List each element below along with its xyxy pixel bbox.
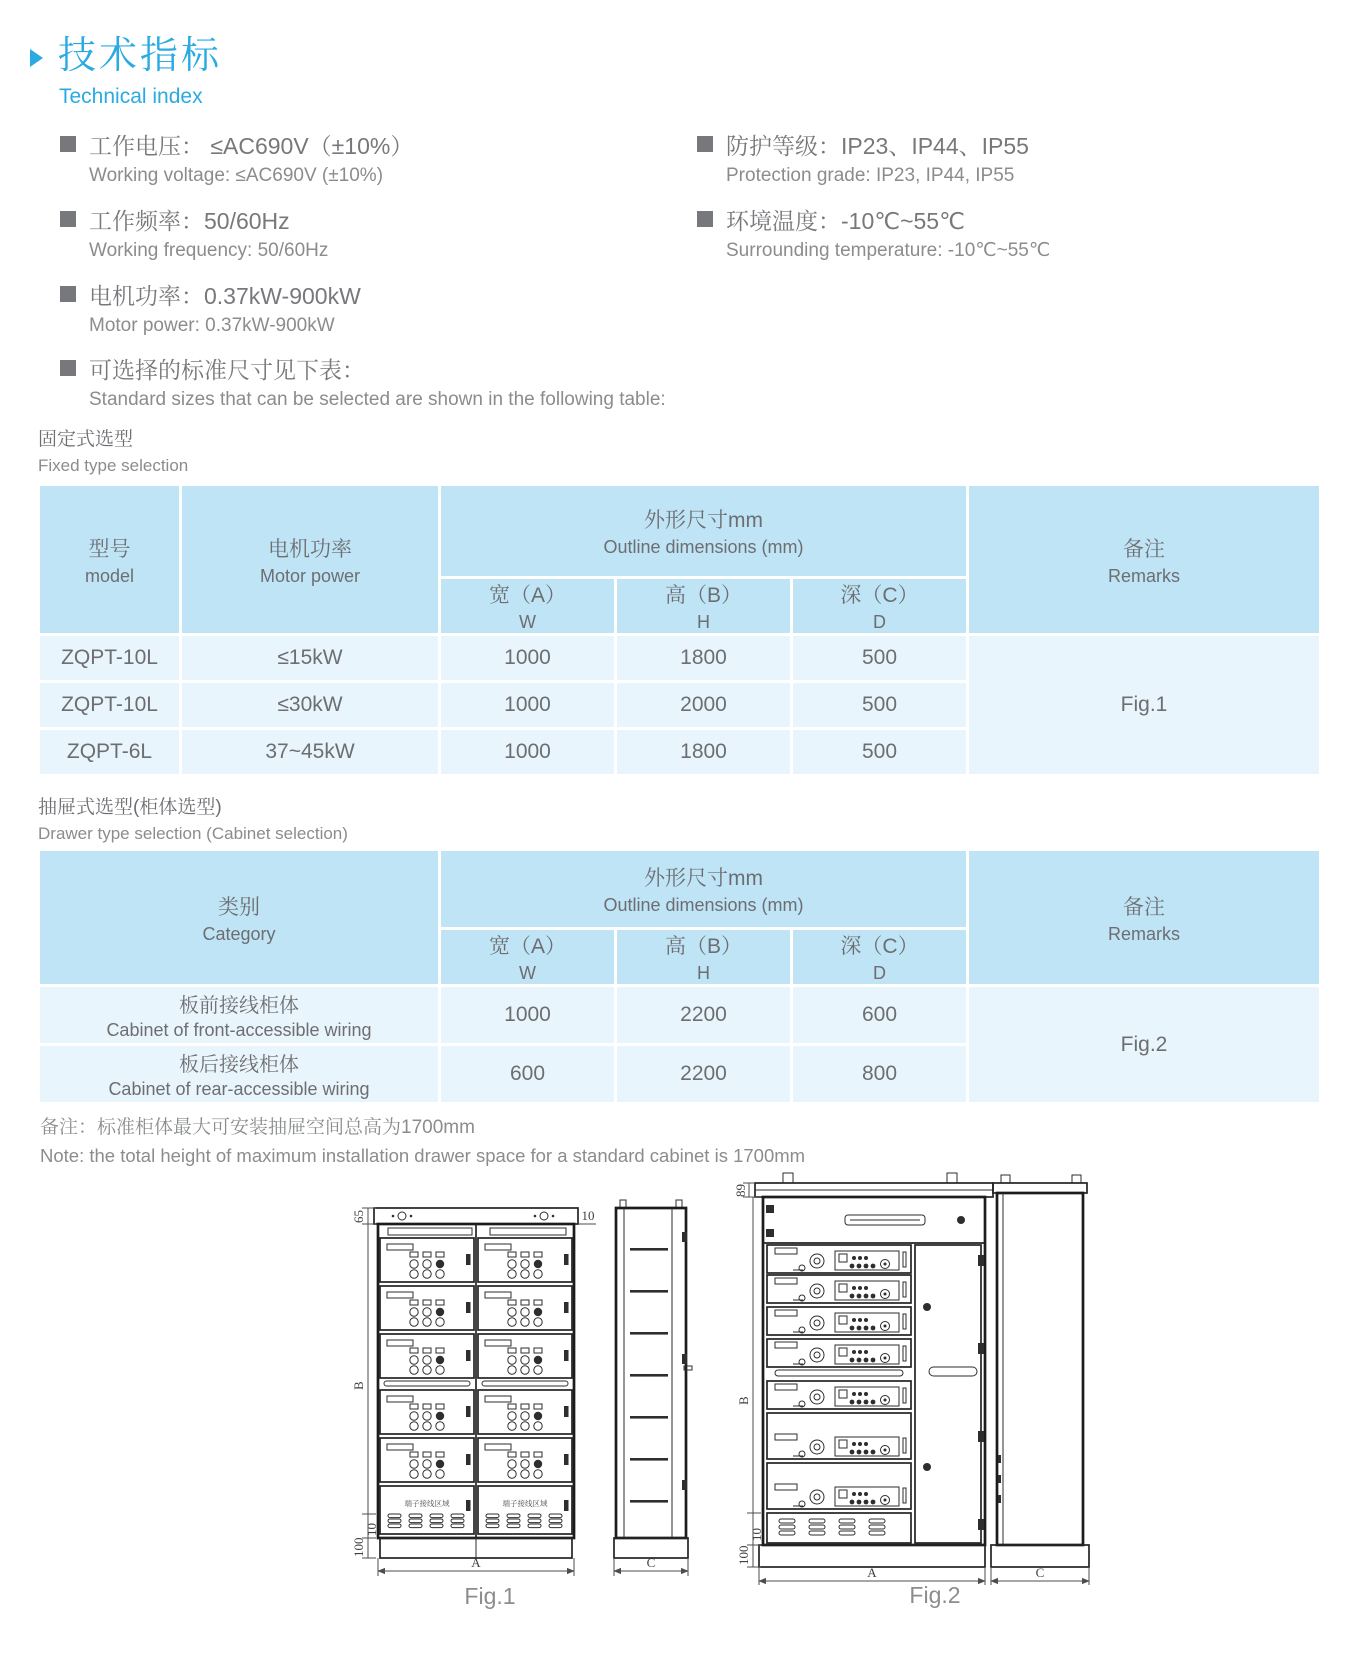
- drawer-type-table: [37, 848, 1322, 1105]
- header-en: H: [697, 963, 710, 983]
- header-zh: 备注: [1123, 537, 1165, 561]
- fig2-dim-depth-label: C: [1035, 1565, 1045, 1580]
- cell-category: [40, 1046, 438, 1102]
- cell-width: 1000: [441, 987, 614, 1043]
- section-label-zh: 抽屉式选型(柜体选型): [38, 797, 222, 818]
- header-zh: 外形尺寸mm: [644, 509, 763, 532]
- bullet-square-icon: [60, 360, 76, 376]
- cell-width: 1000: [441, 636, 614, 680]
- fig2-caption: Fig.2: [909, 1582, 961, 1608]
- category-en: Cabinet of rear-accessible wiring: [108, 1079, 370, 1099]
- category-en: Cabinet of front-accessible wiring: [106, 1020, 372, 1040]
- section-label-en: Fixed type selection: [38, 456, 189, 475]
- drawer-type-section-label: [38, 792, 348, 844]
- spec-zh-text: 可选择的标准尺寸见下表：: [89, 356, 365, 383]
- cell-height: 2200: [617, 1046, 790, 1102]
- header-cell-remarks: [969, 851, 1319, 984]
- cell-power: ≤15kW: [182, 636, 438, 680]
- cell-depth: 500: [793, 636, 966, 680]
- header-cell-height: [617, 579, 790, 633]
- header-en: Outline dimensions (mm): [603, 895, 804, 915]
- header-zh: 电机功率: [268, 537, 352, 561]
- cell-remark: Fig.1: [969, 636, 1319, 774]
- header-cell-outline-dimensions: [441, 851, 966, 927]
- table-row: [40, 987, 1319, 1043]
- header-cell-width: [441, 930, 614, 984]
- bullet-square-icon: [697, 136, 713, 152]
- spec-en-text: Motor power: 0.37kW-900kW: [89, 315, 335, 336]
- cell-width: 1000: [441, 730, 614, 774]
- fig1-dim-height-label: B: [351, 1381, 366, 1390]
- note-zh: 备注：标准柜体最大可安装抽屉空间总高为1700mm: [40, 1117, 475, 1138]
- cell-width: 1000: [441, 683, 614, 727]
- bullet-square-icon: [60, 286, 76, 302]
- spec-zh-text: 工作频率：50/60Hz: [89, 207, 290, 234]
- header-en: D: [873, 963, 886, 983]
- cell-depth: 600: [793, 987, 966, 1043]
- header-cell-motor-power: [182, 486, 438, 633]
- header-cell-height: [617, 930, 790, 984]
- fig1-dim-overhang-label: 10: [581, 1208, 595, 1223]
- cell-depth: 500: [793, 730, 966, 774]
- fixed-type-table: [37, 483, 1322, 777]
- cell-remark: Fig.2: [969, 987, 1319, 1102]
- header-cell-remarks: [969, 486, 1319, 633]
- fig2-dim-base-label: 100: [736, 1545, 751, 1565]
- section-label-en: Drawer type selection (Cabinet selection): [38, 824, 348, 843]
- cell-height: 1800: [617, 730, 790, 774]
- header-cell-depth: [793, 930, 966, 984]
- fig1-dim-depth-label: C: [646, 1555, 656, 1570]
- spec-en-text: Protection grade: IP23, IP44, IP55: [726, 165, 1015, 186]
- cell-category: [40, 987, 438, 1043]
- header-en: Outline dimensions (mm): [603, 537, 804, 557]
- title-block: [30, 34, 222, 109]
- header-en: model: [84, 565, 135, 586]
- title-arrow-icon: [30, 49, 43, 67]
- cell-model: ZQPT-10L: [40, 683, 179, 727]
- table-note: [40, 1112, 805, 1167]
- header-zh: 备注: [1123, 895, 1165, 919]
- fig2-drawing: [695, 1115, 1095, 1615]
- header-zh: 宽（A）: [488, 935, 566, 958]
- specs-left-column: [60, 128, 680, 353]
- spec-zh-text: 工作电压： ≤AC690V（±10%）: [89, 132, 414, 159]
- fig1-terminal-label: 端子接线区域: [502, 1499, 548, 1508]
- spec-zh-text: 电机功率：0.37kW-900kW: [89, 282, 361, 309]
- cell-model: ZQPT-6L: [40, 730, 179, 774]
- cell-height: 2000: [617, 683, 790, 727]
- header-zh: 深（C）: [840, 584, 919, 607]
- bullet-square-icon: [60, 211, 76, 227]
- spec-working-frequency: [60, 203, 680, 267]
- header-cell-category: [40, 851, 438, 984]
- cell-depth: 800: [793, 1046, 966, 1102]
- fixed-type-section-label: [38, 424, 188, 476]
- fig1-dim-vent-label: 10: [364, 1523, 379, 1536]
- spec-working-voltage: [60, 128, 680, 192]
- table-header-row: [40, 486, 1319, 576]
- fig2-dim-vent-label: 10: [749, 1528, 764, 1541]
- fig2-dim-top-label: 89: [733, 1184, 748, 1197]
- header-zh: 类别: [218, 895, 260, 919]
- header-cell-model: [40, 486, 179, 633]
- spec-zh-text: 环境温度：-10℃~55℃: [726, 207, 965, 234]
- fig1-dim-top-label: 65: [351, 1210, 366, 1223]
- spec-motor-power: [60, 278, 680, 342]
- header-en: H: [697, 612, 710, 632]
- fig1-caption: Fig.1: [464, 1583, 516, 1609]
- header-en: W: [519, 963, 536, 983]
- specs-right-column: [697, 128, 1337, 278]
- header-en: D: [873, 612, 886, 632]
- spec-protection-grade: [697, 128, 1337, 192]
- fig2-dim-width-label: A: [867, 1565, 877, 1580]
- cell-height: 2200: [617, 987, 790, 1043]
- header-zh: 型号: [88, 537, 131, 561]
- cell-height: 1800: [617, 636, 790, 680]
- header-cell-outline-dimensions: [441, 486, 966, 576]
- header-en: Category: [202, 923, 276, 944]
- header-en: Remarks: [1107, 923, 1180, 944]
- cell-model: ZQPT-10L: [40, 636, 179, 680]
- cell-width: 600: [441, 1046, 614, 1102]
- spec-standard-sizes: [60, 352, 666, 416]
- cell-depth: 500: [793, 683, 966, 727]
- header-zh: 宽（A）: [488, 584, 566, 607]
- fig1-dim-base-label: 100: [351, 1537, 366, 1557]
- spec-en-text: Working voltage: ≤AC690V (±10%): [89, 165, 384, 186]
- fig2-dim-height-label: B: [736, 1396, 751, 1405]
- table-header-row: [40, 851, 1319, 927]
- header-zh: 高（B）: [664, 584, 742, 607]
- category-zh: 板后接线柜体: [179, 1054, 299, 1076]
- cell-power: 37~45kW: [182, 730, 438, 774]
- fig1-drawing: [330, 1190, 710, 1610]
- spec-en-text: Standard sizes that can be selected are shown in the following table:: [89, 389, 666, 410]
- bullet-square-icon: [697, 211, 713, 227]
- page-title: 技术指标: [58, 35, 223, 77]
- header-cell-depth: [793, 579, 966, 633]
- table-row: [40, 636, 1319, 680]
- category-zh: 板前接线柜体: [179, 995, 299, 1017]
- section-label-zh: 固定式选型: [38, 429, 134, 450]
- spec-en-text: Surrounding temperature: -10℃~55℃: [726, 240, 1051, 261]
- header-zh: 深（C）: [840, 935, 919, 958]
- header-cell-width: [441, 579, 614, 633]
- header-zh: 高（B）: [664, 935, 742, 958]
- page-subtitle: Technical index: [59, 85, 203, 108]
- header-en: W: [519, 612, 536, 632]
- fig1-terminal-label: 端子接线区域: [404, 1499, 450, 1508]
- bullet-square-icon: [60, 136, 76, 152]
- note-en: Note: the total height of maximum installation drawer space for a standard cabinet is 1700mm: [40, 1145, 806, 1166]
- spec-surrounding-temperature: [697, 203, 1337, 267]
- spec-zh-text: 防护等级：IP23、IP44、IP55: [726, 132, 1029, 159]
- fig1-dim-width-label: A: [471, 1555, 481, 1570]
- header-zh: 外形尺寸mm: [644, 867, 763, 890]
- spec-en-text: Working frequency: 50/60Hz: [89, 240, 329, 261]
- cell-power: ≤30kW: [182, 683, 438, 727]
- header-en: Motor power: [259, 565, 361, 586]
- header-en: Remarks: [1107, 565, 1180, 586]
